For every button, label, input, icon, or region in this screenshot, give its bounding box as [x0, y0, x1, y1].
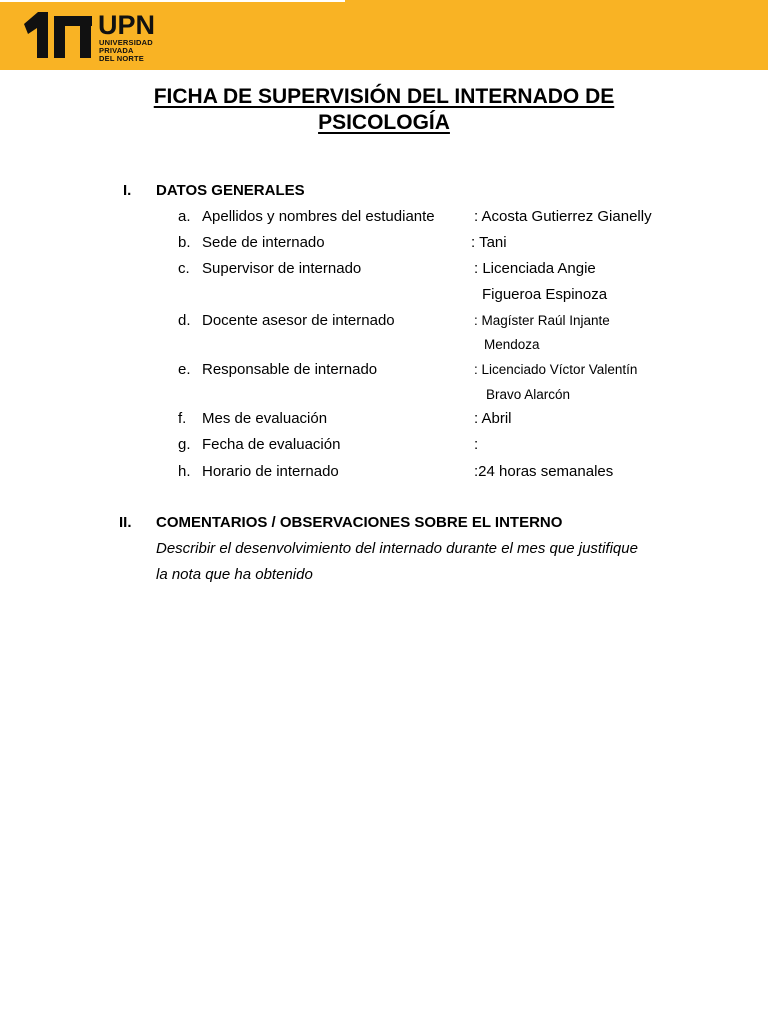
header-band [0, 0, 768, 70]
item-d-letter: d. [178, 312, 191, 329]
item-c-value: : Licenciada Angie [474, 260, 596, 277]
item-e-value-cont: Bravo Alarcón [486, 387, 571, 402]
item-b-letter: b. [178, 234, 191, 251]
document-title: FICHA DE SUPERVISIÓN DEL INTERNADO DE PSICOLOGÍA [153, 85, 615, 134]
item-c-value-cont: Figueroa Espinoza [482, 286, 608, 303]
item-e-letter: e. [178, 361, 191, 378]
item-f-value: : Abril [474, 410, 512, 427]
logo-subtitle: UNIVERSIDAD PRIVADA DEL NORTE [99, 38, 153, 63]
item-e-label: Responsable de internado [202, 361, 378, 378]
section-1-number: I. [123, 182, 132, 199]
item-c-label: Supervisor de internado [202, 260, 362, 277]
header-divider [0, 0, 345, 2]
item-f-label: Mes de evaluación [202, 410, 328, 427]
item-b-value: : Tani [471, 234, 507, 251]
section-2-description-line-2: la nota que ha obtenido [156, 566, 313, 583]
item-b-label: Sede de internado [202, 234, 325, 251]
upn-logo-icon [24, 12, 92, 58]
item-e-value: : Licenciado Víctor Valentín [474, 362, 638, 377]
item-h-letter: h. [178, 463, 191, 480]
section-2-heading: COMENTARIOS / OBSERVACIONES SOBRE EL INTERNO [156, 514, 563, 531]
logo-wordmark: UPN [98, 10, 156, 40]
item-a-value: : Acosta Gutierrez Gianelly [474, 208, 652, 225]
section-1-heading: DATOS GENERALES [156, 182, 305, 199]
item-f-letter: f. [178, 410, 187, 427]
item-g-letter: g. [178, 436, 191, 453]
item-g-label: Fecha de evaluación [202, 436, 341, 453]
item-c-letter: c. [178, 260, 190, 277]
item-g-value: : [474, 436, 479, 453]
item-a-label: Apellidos y nombres del estudiante [202, 208, 435, 225]
item-d-value-cont: Mendoza [484, 337, 540, 352]
item-d-value: : Magíster Raúl Injante [474, 313, 610, 328]
item-h-label: Horario de internado [202, 463, 339, 480]
item-d-label: Docente asesor de internado [202, 312, 395, 329]
item-h-value: :24 horas semanales [474, 463, 614, 480]
section-2-number: II. [119, 514, 132, 531]
item-a-letter: a. [178, 208, 191, 225]
upn-logo [24, 10, 184, 63]
section-2-description-line-1: Describir el desenvolvimiento del internado durante el mes que justifique [156, 540, 638, 557]
